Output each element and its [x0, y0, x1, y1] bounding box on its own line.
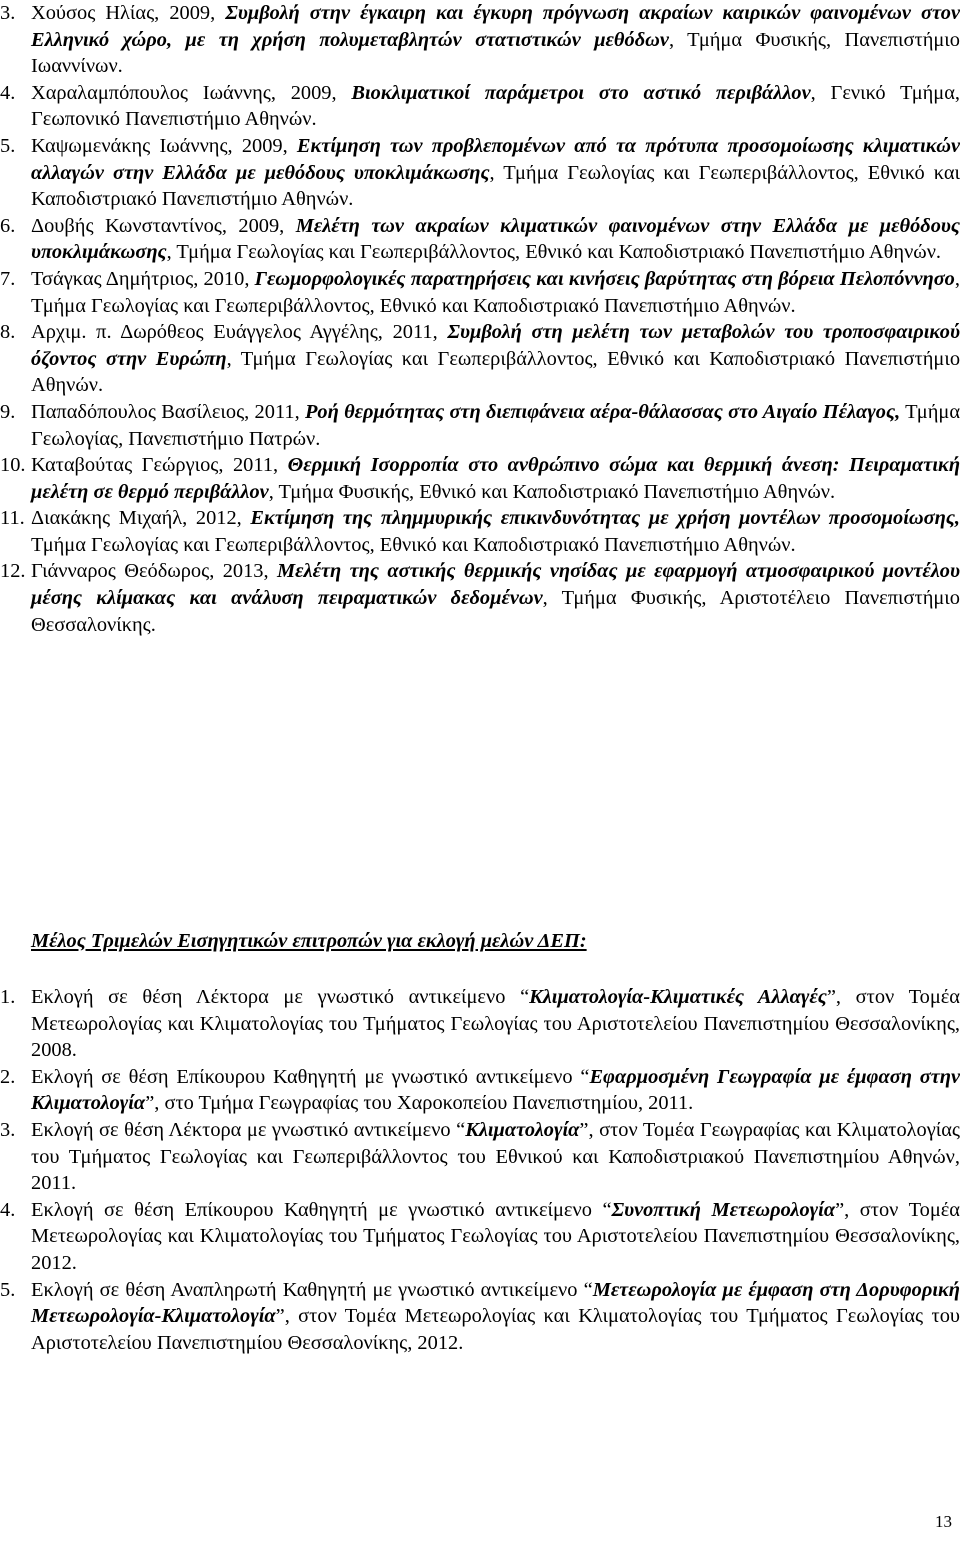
- list-item: [0, 0, 960, 80]
- item-details: , Τμήμα Γεωλογίας και Γεωπεριβάλλοντος, Εθνικό και Καποδιστριακό Πανεπιστήμιο Αθηνών.: [166, 241, 942, 264]
- item-number: 7.: [0, 267, 16, 290]
- section-heading: Μέλος Τριμελών Εισηγητικών επιτροπών για εκλογή μελών ΔΕΠ:: [31, 930, 587, 952]
- item-details: , Τμήμα Φυσικής, Πανεπιστήμιο Ιωαννίνων.: [31, 28, 960, 78]
- item-title: Γεωμορφολογικές παρατηρήσεις και κινήσεις βαρύτητας στη βόρεια Πελοπόννησο: [254, 267, 955, 290]
- item-number: 6.: [0, 214, 16, 237]
- item-author: Χούσος Ηλίας, 2009,: [31, 2, 226, 24]
- item-details: ”, στο Τμήμα Γεωγραφίας του Χαροκοπείου Πανεπιστημίου, 2011.: [145, 1092, 694, 1115]
- item-author: Αρχιμ. π. Δωρόθεος Ευάγγελος Αγγέλης, 2011,: [31, 321, 448, 344]
- item-number: 1.: [0, 986, 16, 1008]
- list-item: [0, 505, 960, 558]
- item-number: 11.: [0, 507, 25, 530]
- list-item: [0, 1277, 960, 1357]
- list-item: [0, 266, 960, 319]
- item-title: Μελέτη της αστικής θερμικής νησίδας με εφαρμογή ατμοσφαιρικού μοντέλου μέσης κλίμακας και ανάλυση πειραματικών δεδομένων: [31, 560, 960, 610]
- list-item: [0, 1117, 960, 1197]
- item-title: Κλιματολογία: [465, 1118, 580, 1141]
- item-intro: Εκλογή σε θέση Επίκουρου Καθηγητή με γνωστικό αντικείμενο “: [31, 1198, 612, 1221]
- item-number: 8.: [0, 321, 16, 344]
- item-number: 5.: [0, 1278, 16, 1301]
- item-author: Καψωμενάκης Ιωάννης, 2009,: [31, 134, 297, 157]
- item-title: Θερμική Ισορροπία στο ανθρώπινο σώμα και θερμική άνεση: Πειραματική μελέτη σε θερμό περιβάλλον: [31, 454, 960, 503]
- item-details: , Τμήμα Γεωλογίας και Γεωπεριβάλλοντος, Εθνικό και Καποδιστριακό Πανεπιστήμιο Αθηνών.: [31, 161, 960, 211]
- item-intro: Εκλογή σε θέση Αναπληρωτή Καθηγητή με γνωστικό αντικείμενο “: [31, 1278, 593, 1301]
- thesis-list: [0, 0, 960, 638]
- item-number: 10.: [0, 454, 26, 477]
- list-item: [0, 1197, 960, 1277]
- item-title: Μελέτη των ακραίων κλιματικών φαινομένων στην Ελλάδα με μεθόδους υποκλιμάκωσης: [31, 214, 960, 264]
- item-author: Χαραλαμπόπουλος Ιωάννης, 2009,: [31, 81, 352, 104]
- item-title: Εφαρμοσμένη Γεωγραφία με έμφαση στην Κλιματολογία: [31, 1065, 960, 1115]
- item-number: 4.: [0, 81, 16, 104]
- item-intro: Εκλογή σε θέση Λέκτορα με γνωστικό αντικείμενο “: [31, 1118, 466, 1141]
- item-title: Κλιματολογία-Κλιματικές Αλλαγές: [529, 986, 827, 1008]
- item-title: Εκτίμηση των προβλεπομένων από τα πρότυπα προσομοίωσης κλιματικών αλλαγών στην Ελλάδα με μεθόδους υποκλιμάκωσης: [31, 134, 960, 184]
- list-item: [0, 319, 960, 399]
- item-title: Συμβολή στη μελέτη των μεταβολών του τροποσφαιρικού όζοντος στην Ευρώπη: [31, 321, 960, 370]
- item-details: ”, στον Τομέα Μετεωρολογίας και Κλιματολογίας του Τμήματος Γεωλογίας του Αριστοτελείου Πανεπιστημίου Θεσσαλονίκης, 2008.: [31, 986, 960, 1062]
- list-item: [0, 558, 960, 638]
- item-details: , Τμήμα Φυσικής, Εθνικό και Καποδιστριακό Πανεπιστήμιο Αθηνών.: [268, 480, 836, 503]
- list-item: [0, 452, 960, 505]
- item-author: Τσάγκας Δημήτριος, 2010,: [31, 267, 255, 290]
- item-author: Καταβούτας Γεώργιος, 2011,: [31, 454, 288, 477]
- item-title: Βιοκλιματικοί παράμετροι στο αστικό περιβάλλον: [351, 81, 811, 104]
- item-number: 5.: [0, 134, 16, 157]
- item-number: 9.: [0, 400, 16, 423]
- item-details: , Τμήμα Γεωλογίας και Γεωπεριβάλλοντος, Εθνικό και Καποδιστριακό Πανεπιστήμιο Αθηνών.: [31, 267, 960, 317]
- item-title: Μετεωρολογία με έμφαση στη Δορυφορική Μετεωρολογία-Κλιματολογία: [31, 1278, 960, 1328]
- list-item: [0, 80, 960, 133]
- item-author: Παπαδόπουλος Βασίλειος, 2011,: [31, 400, 305, 423]
- item-intro: Εκλογή σε θέση Λέκτορα με γνωστικό αντικείμενο “: [31, 986, 530, 1008]
- item-title: Εκτίμηση της πλημμυρικής επικινδυνότητας με χρήση μοντέλων προσομοίωσης,: [250, 507, 960, 530]
- list-item: [0, 1064, 960, 1117]
- item-details: ”, στον Τομέα Μετεωρολογίας και Κλιματολογίας του Τμήματος Γεωλογίας του Αριστοτελείου Πανεπιστημίου Θεσσαλονίκης, 2012.: [31, 1305, 960, 1354]
- item-number: 12.: [0, 560, 26, 583]
- list-item: [0, 984, 960, 1064]
- item-details: Τμήμα Γεωλογίας και Γεωπεριβάλλοντος, Εθνικό και Καποδιστριακό Πανεπιστήμιο Αθηνών.: [31, 533, 796, 556]
- item-details: , Τμήμα Φυσικής, Αριστοτέλειο Πανεπιστήμιο Θεσσαλονίκης.: [31, 587, 960, 636]
- item-details: Τμήμα Γεωλογίας, Πανεπιστήμιο Πατρών.: [31, 400, 960, 450]
- item-number: 2.: [0, 1065, 16, 1088]
- list-item: [0, 213, 960, 266]
- item-details: ”, στον Τομέα Μετεωρολογίας και Κλιματολογίας του Τμήματος Γεωλογίας του Αριστοτελείου Πανεπιστημίου Θεσσαλονίκης, 2012.: [31, 1198, 960, 1274]
- item-title: Συνοπτική Μετεωρολογία: [611, 1198, 836, 1221]
- item-number: 3.: [0, 2, 16, 24]
- item-intro: Εκλογή σε θέση Επίκουρου Καθηγητή με γνωστικό αντικείμενο “: [31, 1065, 590, 1088]
- item-details: , Τμήμα Γεωλογίας και Γεωπεριβάλλοντος, Εθνικό και Καποδιστριακό Πανεπιστήμιο Αθηνών.: [31, 347, 960, 397]
- item-title: Συμβολή στην έγκαιρη και έγκυρη πρόγνωση ακραίων καιρικών φαινομένων στον Ελληνικό χώρο, με τη χρήση πολυμεταβλητών στατιστικών μεθόδων: [31, 2, 960, 51]
- item-title: Ροή θερμότητας στη διεπιφάνεια αέρα-θάλασσας στο Αιγαίο Πέλαγος,: [304, 400, 901, 423]
- page-number: 13: [935, 1512, 952, 1531]
- list-item: [0, 399, 960, 452]
- item-details: ”, στον Τομέα Γεωγραφίας και Κλιματολογίας του Τμήματος Γεωλογίας και Γεωπεριβάλλοντος του Εθνικού και Καποδιστριακού Πανεπιστημίου Αθηνών, 2011.: [31, 1118, 960, 1195]
- item-author: Διακάκης Μιχαήλ, 2012,: [31, 507, 251, 530]
- committee-list: [0, 984, 960, 1356]
- item-author: Δουβής Κωνσταντίνος, 2009,: [31, 214, 296, 237]
- item-number: 3.: [0, 1118, 16, 1141]
- item-number: 4.: [0, 1198, 16, 1221]
- item-details: , Γενικό Τμήμα, Γεωπονικό Πανεπιστήμιο Αθηνών.: [31, 81, 960, 131]
- item-author: Γιάνναρος Θεόδωρος, 2013,: [31, 560, 278, 583]
- list-item: [0, 133, 960, 213]
